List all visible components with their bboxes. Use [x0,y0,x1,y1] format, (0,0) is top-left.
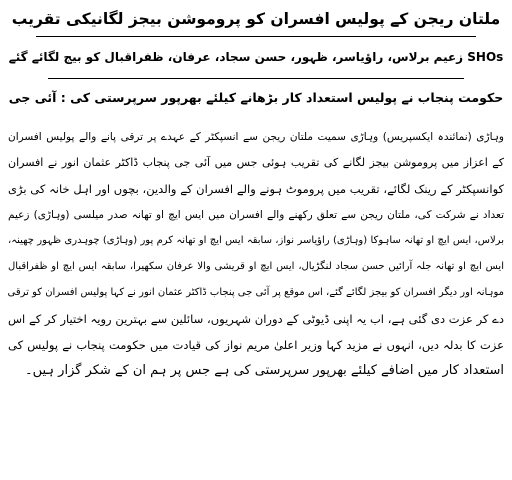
article-line: عزت کا بدلہ دیں، انہوں نے مزید کہا وزیر اعلیٰ مریم نواز کی قیادت میں حکومت پنجاب نے پولیس کی [8,338,504,352]
article-body [8,124,504,384]
article-line: ایس ایچ او تھانہ جلہ آرائیں حسن سجاد لنگڑیال، ایس ایچ او قریشی والا عرفان سکھیرا، سابقہ ایس ایچ او ظفراقبال [8,261,504,272]
main-headline: ملتان ریجن کے پولیس افسران کو پروموشن بیجز لگانیکی تقریب [11,10,501,28]
subheadline-divider [48,78,464,79]
article-line: تعداد نے شرکت کی، ملتان ریجن سے تعلق رکھنے والے افسران میں ایس ایچ او تھانہ صدر میلسی (وہاڑی) زعیم [8,209,504,221]
headline-divider [36,36,476,37]
article-line: موہانہ اور دیگر افسران کو بیجز لگائے گئے، اس موقع پر آئی جی پنجاب ڈاکٹر عثمان انور نے کہا پولیس افسران کو ترقی [8,287,504,298]
article-line: دے کر عزت دی گئی ہے، اب یہ اپنی ڈیوٹی کے دوران شہریوں، سائلین سے بہترین رویہ اختیار کر کے اس [8,312,504,326]
ig-quote-headline: حکومت پنجاب نے پولیس استعداد کار بڑھانے کیلئے بھرپور سرپرستی کی : آئی جی [8,90,504,105]
article-line: کوانسپکٹر کے رینک لگائے، تقریب میں پروموٹ ہونے والے افسران کے والدین، بچوں اور اہل خانہ کی بڑی [8,182,504,196]
article-line: وہاڑی (نمائندہ ایکسپریس) وہاڑی سمیت ملتان ریجن سے انسپکٹر کے عہدے پر ترقی پانے والے پولیس افسران [8,131,504,143]
article-line: برلاس، ایس ایچ او تھانہ ساہوکا (وہاڑی) راؤیاسر نواز، سابقہ ایس ایچ او تھانہ کرم پور (وہاڑی) چوہدری ظہور چھینہ، [8,235,504,246]
article-line: استعداد کار میں اضافے کیلئے بھرپور سرپرستی کی ہے جس پر ہم ان کے شکر گزار ہیں۔ [25,363,504,378]
article-line: کے اعزاز میں پروموشن بیجز لگانے کی تقریب ہوئی جس میں آئی جی پنجاب ڈاکٹر عثمان انور نے افسران [8,156,504,169]
sub-headline: SHOs زعیم برلاس، راؤیاسر، ظہور، حسن سجاد، عرفان، ظفراقبال کو بیج لگائے گئے [8,50,504,64]
